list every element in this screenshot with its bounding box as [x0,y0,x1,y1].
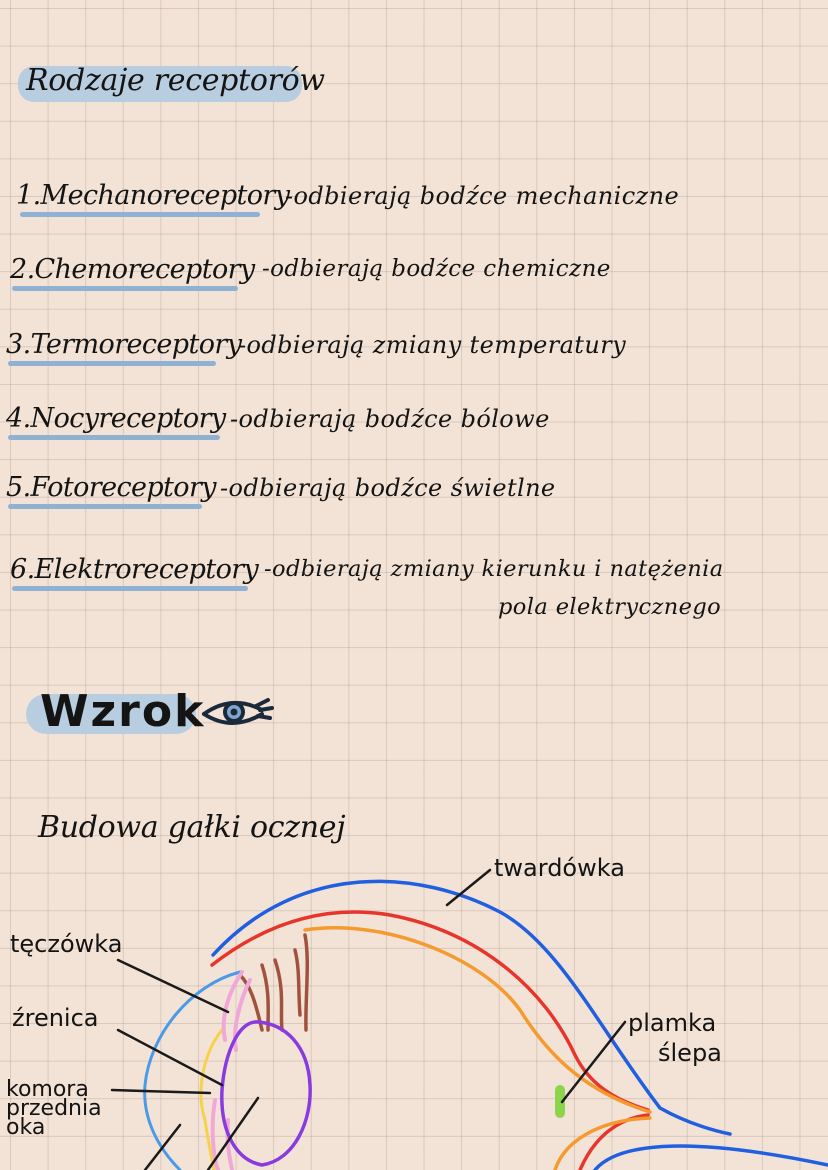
anterior-chamber [201,1030,222,1170]
list-term: 1.Mechanoreceptory [16,180,290,211]
leader-teczowka [118,960,228,1012]
section-heading: Wzrok [40,686,206,737]
list-desc: -odbierają bodźce chemiczne [262,256,611,282]
list-desc: -odbierają bodźce świetlne [220,474,556,502]
label-plamka-line2: ślepa [658,1039,722,1067]
label-teczowka: tęczówka [10,930,123,958]
sclera-lower [595,1146,828,1170]
list-term: 5.Fotoreceptory [6,472,216,503]
label-plamka-line1: plamka [628,1009,717,1037]
list-desc: -odbierają zmiany kierunku i natężenia [264,556,724,582]
label-komora-line3: oka [6,1115,46,1140]
list-term: 4.Nocyreceptory [6,403,226,434]
list-desc: -odbierają bodźce bólowe [230,405,550,433]
section-title: Rodzaje receptorów [26,63,325,98]
label-komora-line2: przednia [6,1096,102,1121]
label-zrenica: źrenica [12,1004,99,1032]
leader-komora [112,1090,210,1093]
list-term: 2.Chemoreceptory [10,254,255,285]
leader-plamka [562,1022,625,1102]
label-komora [6,1077,102,1140]
list-term: 3.Termoreceptory [6,329,242,360]
label-komora-line1: komora [6,1077,89,1102]
diagram-title: Budowa gałki ocznej [38,810,346,845]
label-twardowka: twardówka [494,854,625,882]
label-plamka [628,1008,722,1068]
list-desc-continued: pola elektrycznego [498,594,722,620]
list-desc: -odbierają bodźce mechaniczne [285,182,680,210]
list-desc: -odbierają zmiany temperatury [238,331,627,359]
list-term: 6.Elektroreceptory [10,554,259,585]
